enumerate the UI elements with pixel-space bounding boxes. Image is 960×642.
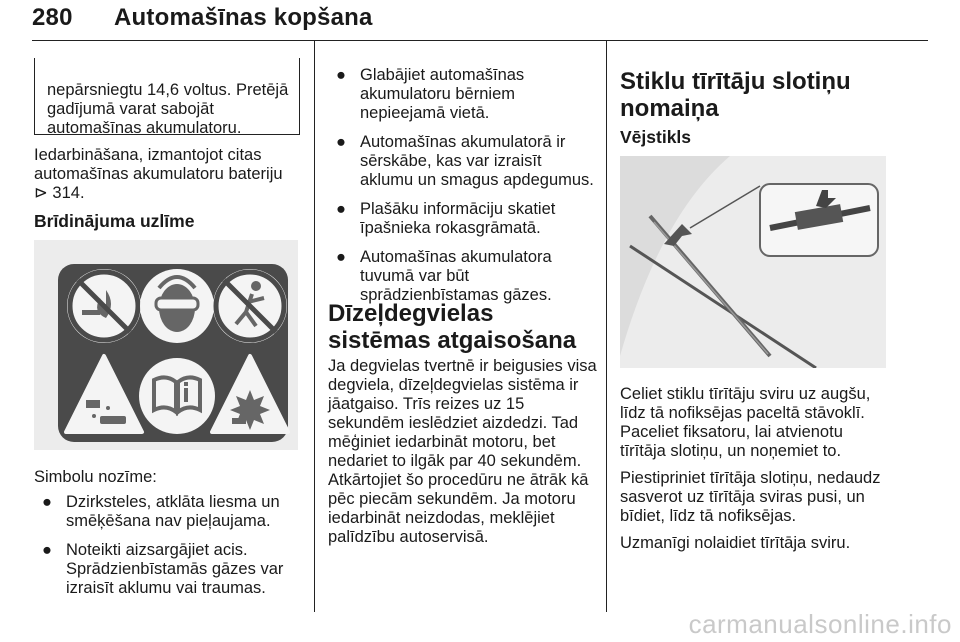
list-item — [328, 133, 594, 190]
list-item — [328, 200, 594, 238]
battery-label-figure — [34, 240, 298, 450]
list-item — [328, 66, 594, 123]
wiper-arm — [630, 246, 816, 368]
bullet-icon: ● — [336, 66, 346, 84]
symbols-intro: Simbolu nozīme: — [34, 468, 157, 486]
bullet-icon: ● — [42, 541, 52, 559]
wiper-heading: Stiklu tīrītāju slotiņu nomaiņa — [620, 68, 851, 122]
wiper-instructions — [620, 385, 892, 553]
eye-protection-icon — [140, 269, 214, 343]
keep-children-away-icon — [213, 269, 287, 343]
list-item — [328, 248, 594, 305]
wiper-illustration — [620, 156, 886, 368]
windscreen-edge — [620, 156, 730, 356]
bullet-icon: ● — [336, 133, 346, 151]
warning-text: nepārsniegtu 14,6 voltus. Pretējā gadījumā varat sabojāt automašīnas akumulatoru. — [47, 80, 289, 137]
warning-box — [34, 58, 300, 135]
label-heading: Brīdinājuma uzlīme — [34, 211, 195, 231]
bullet-text: Plašāku informāciju skatiet īpašnieka rokasgrāmatā. — [360, 200, 556, 237]
jump-start-ref-page: 314. — [52, 184, 85, 202]
jump-start-text: Iedarbināšana, izmantojot citas automašīnas akumulatoru bateriju — [34, 146, 283, 183]
diesel-heading: Dīzeļdegvielas sistēmas atgaisošana — [328, 300, 577, 354]
battery-label-illustration — [34, 240, 298, 450]
watermark: carmanualsonline.info — [688, 609, 952, 639]
jump-start-paragraph — [34, 146, 304, 203]
read-manual-icon — [139, 358, 215, 434]
list-item — [34, 493, 304, 531]
instruction-paragraph: Piestipriniet tīrītāja slotiņu, nedaudz sasverot uz tīrītāja sviras pusi, un bīdiet, līdz tā nofiksējas. — [620, 469, 881, 525]
bullet-text: Automašīnas akumulatora tuvumā var būt sprādzienbīstamas gāzes. — [360, 248, 552, 304]
chapter-title: Automašīnas kopšana — [114, 4, 373, 31]
bullet-icon: ● — [42, 493, 52, 511]
instruction-paragraph: Celiet stiklu tīrītāju sviru uz augšu, līdz tā nofiksējas paceltā stāvoklī. Paceliet fiksatoru, lai atvienotu tīrītāja slotiņu, un noņemiet to. — [620, 385, 871, 460]
page-header — [32, 4, 373, 32]
symbols-section — [34, 468, 304, 598]
page-number: 280 — [32, 4, 73, 31]
bullet-text: Automašīnas akumulatorā ir sērskābe, kas var izraisīt aklumu un smagus apdegumus. — [360, 133, 594, 189]
no-fire-icon — [67, 269, 141, 343]
wiper-figure — [620, 156, 886, 368]
battery-bullet-list — [328, 66, 594, 305]
instruction-paragraph: Uzmanīgi nolaidiet tīrītāja sviru. — [620, 534, 851, 552]
windscreen-subheading: Vējstikls — [620, 127, 692, 147]
bullet-icon: ● — [336, 248, 346, 266]
header-rule — [32, 40, 928, 41]
bullet-text: Noteikti aizsargājiet acis. Sprādzienbīstamās gāzes var izraisīt aklumu vai traumas. — [66, 541, 284, 597]
column-divider-1 — [314, 40, 315, 612]
arrow-ref-icon: ⊳ — [34, 184, 48, 202]
column-divider-2 — [606, 40, 607, 612]
bullet-text: Dzirksteles, atklāta liesma un smēķēšana nav pieļaujama. — [66, 493, 280, 530]
bullet-icon: ● — [336, 200, 346, 218]
diesel-body: Ja degvielas tvertnē ir beigusies visa degviela, dīzeļdegvielas sistēma ir jāatgaiso. Trīs reizes uz 15 sekundēm ieslēdziet aizdedzi. Tad mēģiniet iedarbināt motoru, bet nedariet to ilgāk par 40 sekundēm. Atkārtojiet šo procedūru ne ātrāk kā pēc piecām sekundēm. Ja motoru iedarbināt neizdodas, meklējiet palīdzību autoservisā. — [328, 357, 597, 546]
bullet-text: Glabājiet automašīnas akumulatoru bērniem nepieejamā vietā. — [360, 66, 525, 122]
list-item — [34, 541, 304, 598]
